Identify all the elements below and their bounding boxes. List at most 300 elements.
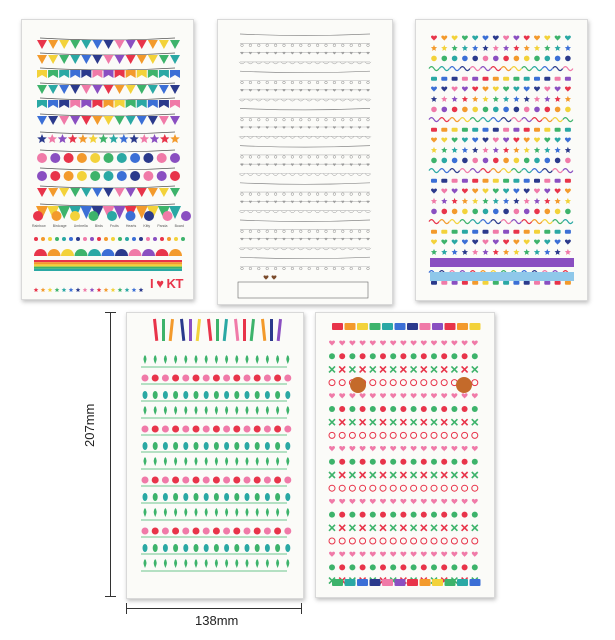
paint-stroke xyxy=(153,319,158,341)
star-sticker xyxy=(524,198,530,204)
ring-sticker xyxy=(431,432,437,438)
lace-scallop xyxy=(315,136,321,138)
lace-dot xyxy=(325,193,328,196)
star-sticker xyxy=(524,45,530,51)
bow-sticker xyxy=(483,77,489,81)
lace-heart xyxy=(316,89,319,92)
heart-sticker xyxy=(329,393,335,399)
lace-dot xyxy=(316,44,319,47)
wave-sticker xyxy=(429,118,439,122)
lace-heart xyxy=(308,126,311,129)
lace-scallop xyxy=(247,136,253,138)
lace-swag xyxy=(240,34,370,36)
pennant-flag xyxy=(104,85,114,94)
heart-sticker xyxy=(452,137,458,143)
heart-sticker xyxy=(400,393,406,399)
cross-sticker xyxy=(472,366,478,372)
scallop-sticker xyxy=(48,249,61,256)
tree-sticker xyxy=(224,493,229,501)
tree-sticker xyxy=(234,391,239,399)
cross-sticker xyxy=(421,525,427,531)
birdcage-icon xyxy=(52,211,62,221)
lace-swag xyxy=(240,71,370,73)
wave-sticker xyxy=(460,220,470,224)
lace-dot xyxy=(291,230,294,233)
leaf-sticker xyxy=(276,406,279,415)
star-sticker xyxy=(513,147,519,153)
heart-sticker xyxy=(441,239,447,245)
tree-sticker xyxy=(143,493,148,501)
star-charm xyxy=(48,134,58,143)
star-sticker xyxy=(482,249,488,255)
heart-sticker xyxy=(400,499,406,505)
pennant-flag xyxy=(70,116,80,125)
lace-dot xyxy=(249,81,252,84)
wave-sticker xyxy=(481,118,491,122)
leaf-sticker xyxy=(205,406,208,415)
pennant-flag xyxy=(170,188,180,197)
ring-sticker xyxy=(421,485,427,491)
lace-dot xyxy=(316,267,319,270)
flower-sticker xyxy=(172,375,179,382)
lace-dot xyxy=(300,193,303,196)
bow-sticker xyxy=(513,77,519,81)
wave-sticker xyxy=(481,220,491,224)
leaf-sticker xyxy=(205,457,208,466)
flower-sticker xyxy=(254,528,261,535)
wave-sticker xyxy=(501,118,511,122)
lace-heart xyxy=(350,163,353,166)
bow-sticker xyxy=(555,179,561,183)
wave-sticker xyxy=(522,118,532,122)
lace-scallop xyxy=(256,99,262,101)
lace-dot xyxy=(342,156,345,159)
lace-dot xyxy=(241,193,244,196)
heart-sticker xyxy=(370,499,376,505)
heart-sticker xyxy=(513,35,519,41)
tree-sticker xyxy=(285,442,290,450)
pennant-flag xyxy=(159,85,169,94)
pennant-flag xyxy=(159,40,169,49)
pennant-flag xyxy=(37,116,47,125)
train-car xyxy=(420,323,431,330)
paint-stroke xyxy=(261,319,266,341)
wave-sticker xyxy=(470,118,480,122)
star-sticker xyxy=(503,249,509,255)
pennant-flag xyxy=(137,188,147,197)
heart-sticker xyxy=(360,552,366,558)
tree-sticker xyxy=(234,442,239,450)
leaf-sticker xyxy=(256,355,259,364)
mini-star xyxy=(97,288,102,293)
star-sticker xyxy=(441,147,447,153)
star-sticker xyxy=(503,198,509,204)
heart-sticker xyxy=(534,35,540,41)
lace-heart xyxy=(325,163,328,166)
leaf-sticker xyxy=(246,355,249,364)
lace-heart xyxy=(367,238,370,241)
banner-flag xyxy=(104,70,114,78)
lace-dot xyxy=(350,193,353,196)
flower-sticker xyxy=(172,477,179,484)
banner-flag xyxy=(126,100,136,108)
lace-dot xyxy=(249,193,252,196)
cross-sticker xyxy=(400,366,406,372)
star-sticker xyxy=(493,147,499,153)
wave-sticker xyxy=(491,67,501,71)
bow-sticker xyxy=(462,230,468,234)
ring-sticker xyxy=(451,538,457,544)
lace-dot xyxy=(325,118,328,121)
train-car xyxy=(395,579,406,586)
paw-sticker xyxy=(555,209,561,215)
bow-sticker xyxy=(565,179,571,183)
lace-heart xyxy=(249,163,252,166)
flower-sticker xyxy=(203,426,210,433)
ring-sticker xyxy=(451,485,457,491)
cherry-sticker xyxy=(472,406,478,412)
purple-star-band xyxy=(430,258,574,267)
lace-heart xyxy=(291,163,294,166)
lace-dot xyxy=(249,118,252,121)
star-sticker xyxy=(565,96,571,102)
leaf-sticker xyxy=(286,457,289,466)
cross-sticker xyxy=(370,472,376,478)
lace-heart xyxy=(266,238,269,241)
paw-sticker xyxy=(462,209,468,215)
wave-sticker xyxy=(553,169,563,173)
sticker-label-kitty: Kitty xyxy=(143,224,151,228)
tree-sticker xyxy=(183,391,188,399)
dot-sticker xyxy=(118,237,122,241)
paw-sticker xyxy=(472,56,478,62)
lace-dot xyxy=(249,44,252,47)
dot-sticker xyxy=(167,237,171,241)
cherry-sticker xyxy=(411,564,417,570)
cross-sticker xyxy=(451,525,457,531)
lace-dot xyxy=(266,193,269,196)
cherry-sticker xyxy=(431,564,437,570)
cross-sticker xyxy=(380,472,386,478)
lace-dot xyxy=(367,118,370,121)
lace-heart xyxy=(358,201,361,204)
cross-sticker xyxy=(360,419,366,425)
flower-sticker xyxy=(182,528,189,535)
lace-dot xyxy=(258,81,261,84)
village-sketch xyxy=(238,282,368,298)
ring-sticker xyxy=(360,485,366,491)
star-sticker xyxy=(462,96,468,102)
lace-heart xyxy=(367,126,370,129)
tree-sticker xyxy=(214,544,219,552)
heart-sticker xyxy=(360,393,366,399)
cross-sticker xyxy=(451,419,457,425)
leaf-sticker xyxy=(276,559,279,568)
tree-sticker xyxy=(204,391,209,399)
ring-sticker xyxy=(329,485,335,491)
tree-sticker xyxy=(204,493,209,501)
heart-sticker xyxy=(431,188,437,194)
wave-sticker xyxy=(542,118,552,122)
lace-dot xyxy=(258,156,261,159)
leaf-sticker xyxy=(205,559,208,568)
ring-sticker xyxy=(400,380,406,386)
round-charm xyxy=(117,153,127,163)
paw-sticker xyxy=(565,209,571,215)
height-dimension-cap-top xyxy=(105,312,116,313)
ring-sticker xyxy=(441,380,447,386)
lace-swag xyxy=(240,108,370,110)
star-sticker xyxy=(534,249,540,255)
board-icon xyxy=(181,211,191,221)
cherry-sticker xyxy=(400,406,406,412)
cherry-sticker xyxy=(400,459,406,465)
lace-heart xyxy=(350,126,353,129)
wave-sticker xyxy=(553,118,563,122)
flower-sticker xyxy=(142,477,149,484)
round-charm xyxy=(37,171,47,181)
heart-sticker xyxy=(329,499,335,505)
lace-heart xyxy=(274,52,277,55)
star-charm xyxy=(109,134,119,143)
bunting-string xyxy=(40,204,175,206)
cross-sticker xyxy=(360,472,366,478)
leaf-sticker xyxy=(266,457,269,466)
lace-heart xyxy=(325,238,328,241)
paw-sticker xyxy=(514,56,520,62)
mini-star xyxy=(118,288,123,293)
heart-sticker xyxy=(524,188,530,194)
paw-sticker xyxy=(514,107,520,113)
bow-sticker xyxy=(534,281,540,285)
cross-sticker xyxy=(411,366,417,372)
lace-scallop xyxy=(348,136,354,138)
cross-sticker xyxy=(329,419,335,425)
paw-sticker xyxy=(472,107,478,113)
cherry-sticker xyxy=(462,353,468,359)
ring-sticker xyxy=(421,380,427,386)
round-charm xyxy=(130,153,140,163)
bow-sticker xyxy=(431,179,437,183)
cherry-sticker xyxy=(349,406,355,412)
leaf-sticker xyxy=(225,508,228,517)
leaf-sticker xyxy=(225,355,228,364)
heart-sticker xyxy=(565,239,571,245)
heart-sticker xyxy=(452,239,458,245)
ring-sticker xyxy=(380,485,386,491)
bow-sticker xyxy=(555,77,561,81)
lace-heart xyxy=(325,89,328,92)
cherry-sticker xyxy=(349,512,355,518)
heart-sticker xyxy=(462,552,468,558)
scallop-sticker xyxy=(88,249,101,256)
ring-sticker xyxy=(421,538,427,544)
leaf-sticker xyxy=(174,559,177,568)
heart-sticker xyxy=(431,86,437,92)
leaf-sticker xyxy=(164,406,167,415)
lace-heart xyxy=(333,89,336,92)
leaf-sticker xyxy=(154,508,157,517)
paw-sticker xyxy=(493,56,499,62)
tree-sticker xyxy=(245,544,250,552)
leaf-sticker xyxy=(195,508,198,517)
width-dimension-cap-right xyxy=(301,603,302,614)
tree-sticker xyxy=(143,442,148,450)
rainbow-stripe xyxy=(34,260,182,262)
leaf-sticker xyxy=(215,508,218,517)
train-car xyxy=(370,323,381,330)
heart-sticker xyxy=(493,86,499,92)
heart-sticker xyxy=(452,86,458,92)
lace-swag xyxy=(240,257,370,259)
paw-sticker xyxy=(503,158,509,164)
star-sticker xyxy=(452,147,458,153)
cross-sticker xyxy=(370,525,376,531)
paw-sticker xyxy=(524,56,530,62)
lace-swag xyxy=(240,146,370,148)
pennant-flag xyxy=(137,116,147,125)
cherry-sticker xyxy=(370,512,376,518)
scallop-sticker xyxy=(169,249,182,256)
paint-stroke xyxy=(196,319,201,341)
leaf-sticker xyxy=(266,508,269,517)
mini-star xyxy=(83,288,88,293)
leaf-sticker xyxy=(246,406,249,415)
leaf-sticker xyxy=(215,355,218,364)
pennant-flag xyxy=(170,85,180,94)
leaf-sticker xyxy=(225,406,228,415)
heart-sticker xyxy=(441,552,447,558)
pennant-flag xyxy=(37,40,47,49)
lace-heart xyxy=(341,163,344,166)
star-sticker xyxy=(441,198,447,204)
lace-dot xyxy=(325,44,328,47)
pennant-flag xyxy=(48,188,58,197)
pennant-flag xyxy=(104,40,114,49)
wave-sticker xyxy=(522,67,532,71)
tree-sticker xyxy=(153,493,158,501)
pennant-flag xyxy=(81,55,91,64)
lace-dot xyxy=(325,267,328,270)
lace-heart xyxy=(257,238,260,241)
heart-sticker xyxy=(565,137,571,143)
heart-sticker xyxy=(462,86,468,92)
paw-sticker xyxy=(534,107,540,113)
round-charm xyxy=(170,153,180,163)
lace-dot xyxy=(342,81,345,84)
cherry-sticker xyxy=(441,512,447,518)
leaf-sticker xyxy=(235,508,238,517)
lace-dot xyxy=(300,267,303,270)
bow-sticker xyxy=(441,281,447,285)
star-sticker xyxy=(431,198,437,204)
ring-sticker xyxy=(411,380,417,386)
tree-sticker xyxy=(285,391,290,399)
lace-dot xyxy=(300,44,303,47)
lace-heart xyxy=(358,52,361,55)
lace-dot xyxy=(249,156,252,159)
lace-heart xyxy=(257,89,260,92)
leaf-sticker xyxy=(164,559,167,568)
lace-heart xyxy=(283,89,286,92)
train-car xyxy=(445,323,456,330)
wave-sticker xyxy=(481,169,491,173)
wave-sticker xyxy=(460,118,470,122)
heart-sticker xyxy=(360,499,366,505)
heart-sticker xyxy=(421,340,427,346)
lace-scallop xyxy=(289,136,295,138)
flower-sticker xyxy=(223,375,230,382)
lace-dot xyxy=(316,118,319,121)
star-sticker xyxy=(534,147,540,153)
banner-flag xyxy=(81,70,91,78)
bunting-string xyxy=(40,98,175,100)
cherry-sticker xyxy=(339,512,345,518)
lace-dot xyxy=(249,230,252,233)
lace-dot xyxy=(283,193,286,196)
leaf-sticker xyxy=(286,406,289,415)
leaf-sticker xyxy=(266,406,269,415)
lace-heart xyxy=(333,201,336,204)
bow-sticker xyxy=(462,77,468,81)
heart-sticker xyxy=(349,446,355,452)
heart-sticker xyxy=(462,499,468,505)
paw-sticker xyxy=(462,158,468,164)
lace-dot xyxy=(266,81,269,84)
cherry-sticker xyxy=(472,564,478,570)
round-charm xyxy=(64,153,74,163)
lace-heart xyxy=(291,89,294,92)
dot-sticker xyxy=(111,237,115,241)
banner-flag xyxy=(126,70,136,78)
star-sticker xyxy=(534,198,540,204)
cross-sticker xyxy=(349,525,355,531)
banner-flag xyxy=(137,70,147,78)
star-charm xyxy=(140,134,150,143)
tree-sticker xyxy=(275,493,280,501)
cherry-sticker xyxy=(411,512,417,518)
train-car xyxy=(457,323,468,330)
paw-sticker xyxy=(514,158,520,164)
tree-sticker xyxy=(173,493,178,501)
leaf-sticker xyxy=(174,355,177,364)
bow-sticker xyxy=(544,281,550,285)
cross-sticker xyxy=(441,525,447,531)
lace-dot xyxy=(358,193,361,196)
leaf-sticker xyxy=(164,457,167,466)
mini-star xyxy=(34,288,39,293)
paw-sticker xyxy=(483,158,489,164)
star-sticker xyxy=(565,249,571,255)
lace-heart xyxy=(274,89,277,92)
mini-star xyxy=(104,288,109,293)
wave-sticker xyxy=(460,169,470,173)
wave-sticker xyxy=(439,220,449,224)
ring-sticker xyxy=(431,380,437,386)
cross-sticker xyxy=(451,472,457,478)
lace-dot xyxy=(266,156,269,159)
cross-sticker xyxy=(400,472,406,478)
lace-scallop xyxy=(331,136,337,138)
paw-sticker xyxy=(452,209,458,215)
star-charm xyxy=(150,134,160,143)
star-sticker xyxy=(472,147,478,153)
mini-star xyxy=(55,288,60,293)
pennant-flag xyxy=(115,116,125,125)
heart-sticker xyxy=(380,446,386,452)
lace-heart xyxy=(333,163,336,166)
star-sticker xyxy=(431,45,437,51)
